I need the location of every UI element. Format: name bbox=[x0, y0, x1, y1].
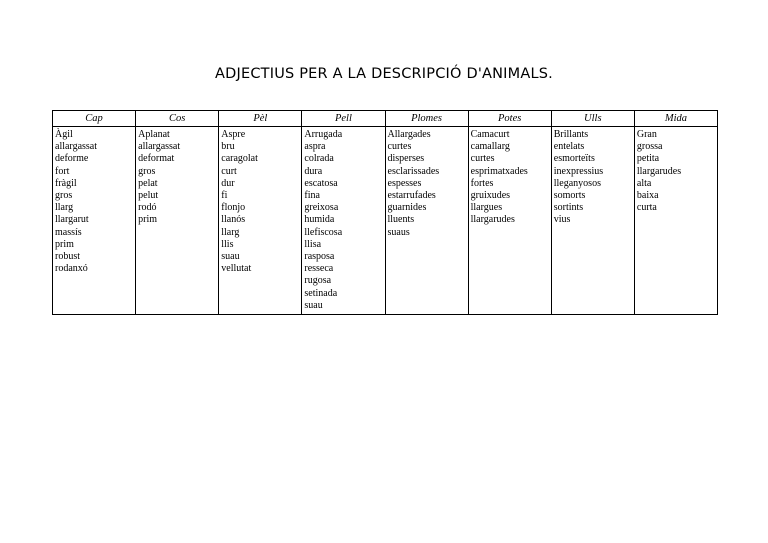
word-item: camallarg bbox=[470, 141, 510, 153]
word-item: suau bbox=[304, 299, 323, 311]
word-item: Àgil bbox=[55, 129, 73, 140]
word-item: inexpressius bbox=[553, 165, 604, 177]
word-item: deformat bbox=[138, 153, 175, 165]
word-list-pell bbox=[302, 127, 385, 315]
word-list-cap bbox=[53, 127, 136, 315]
word-item: aspra bbox=[304, 141, 326, 153]
word-item: llefiscosa bbox=[304, 226, 343, 238]
column-header-ulls: Ulls bbox=[551, 111, 634, 127]
word-item: deforme bbox=[55, 153, 89, 165]
word-item: humida bbox=[304, 214, 335, 226]
word-item: llargarut bbox=[55, 214, 89, 226]
column-header-potes: Potes bbox=[468, 111, 551, 127]
column-header-cap: Cap bbox=[53, 111, 136, 127]
word-item: baixa bbox=[636, 190, 659, 202]
word-item: robust bbox=[55, 251, 80, 263]
word-item: rasposa bbox=[304, 251, 335, 263]
word-item: curtes bbox=[387, 141, 412, 153]
word-list-mida bbox=[634, 127, 717, 315]
word-item: llis bbox=[221, 238, 234, 250]
word-item: llarg bbox=[221, 226, 240, 238]
adjectives-table bbox=[52, 110, 718, 315]
word-item: dura bbox=[304, 165, 323, 177]
word-item: espesses bbox=[387, 177, 422, 189]
word-item: rodó bbox=[138, 202, 157, 214]
word-item: fràgil bbox=[55, 177, 77, 189]
word-item: resseca bbox=[304, 263, 334, 275]
word-item: prim bbox=[55, 238, 74, 250]
table-body-row bbox=[53, 127, 718, 315]
word-item: grossa bbox=[636, 141, 663, 153]
word-item: llargarudes bbox=[470, 214, 515, 226]
word-item: Aplanat bbox=[138, 129, 170, 140]
word-item: curt bbox=[221, 165, 237, 177]
table-header-row bbox=[53, 111, 718, 127]
word-list-plomes bbox=[385, 127, 468, 315]
word-item: entelats bbox=[553, 141, 585, 153]
column-header-cos: Cos bbox=[136, 111, 219, 127]
word-item: alta bbox=[636, 177, 652, 189]
word-item: gruixudes bbox=[470, 190, 511, 202]
word-item: Aspre bbox=[221, 129, 246, 140]
word-item: prim bbox=[138, 214, 158, 226]
word-item: Gran bbox=[636, 129, 657, 140]
column-header-plomes: Plomes bbox=[385, 111, 468, 127]
word-item: fort bbox=[55, 165, 70, 177]
word-item: curtes bbox=[470, 153, 495, 165]
word-list-cos bbox=[136, 127, 219, 315]
word-item: greixosa bbox=[304, 202, 339, 214]
word-item: massís bbox=[55, 226, 82, 238]
word-item: pelut bbox=[138, 190, 159, 202]
word-item: guarnides bbox=[387, 202, 427, 214]
word-item: setinada bbox=[304, 287, 338, 299]
word-item: allargassat bbox=[138, 141, 181, 153]
word-item: fortes bbox=[470, 177, 494, 189]
word-item: suau bbox=[221, 251, 240, 263]
word-item: caragolat bbox=[221, 153, 258, 165]
word-item: pelat bbox=[138, 177, 158, 189]
word-item: llargues bbox=[470, 202, 503, 214]
word-item: colrada bbox=[304, 153, 334, 165]
word-item: esprimatxades bbox=[470, 165, 528, 177]
column-header-mida: Mida bbox=[634, 111, 717, 127]
word-item: llisa bbox=[304, 238, 322, 250]
word-item: vellutat bbox=[221, 263, 252, 275]
word-item: rugosa bbox=[304, 275, 332, 287]
word-item: allargassat bbox=[55, 141, 98, 153]
word-item: bru bbox=[221, 141, 235, 153]
word-item: sortints bbox=[553, 202, 584, 214]
word-item: rodanxó bbox=[55, 263, 88, 275]
word-item: petita bbox=[636, 153, 660, 165]
word-item: Camacurt bbox=[470, 129, 510, 140]
column-header-pel: Pèl bbox=[219, 111, 302, 127]
word-list-pel bbox=[219, 127, 302, 315]
word-item: gros bbox=[138, 165, 156, 177]
word-list-ulls bbox=[551, 127, 634, 315]
word-item: dur bbox=[221, 177, 235, 189]
word-item: Brillants bbox=[553, 129, 589, 140]
word-item: fi bbox=[221, 190, 228, 202]
word-item: suaus bbox=[387, 226, 410, 238]
word-item: esmorteïts bbox=[553, 153, 595, 165]
word-item: curta bbox=[636, 202, 657, 214]
word-item: lluents bbox=[387, 214, 415, 226]
word-item: lleganyosos bbox=[553, 177, 601, 189]
word-item: Allargades bbox=[387, 129, 431, 140]
word-list-potes bbox=[468, 127, 551, 315]
word-item: somorts bbox=[553, 190, 586, 202]
word-item: llanós bbox=[221, 214, 246, 226]
word-item: escatosa bbox=[304, 177, 338, 189]
word-item: flonjo bbox=[221, 202, 246, 214]
word-item: disperses bbox=[387, 153, 425, 165]
word-item: llargarudes bbox=[636, 165, 682, 177]
word-item: vius bbox=[553, 214, 571, 226]
word-item: llarg bbox=[55, 202, 74, 214]
word-item: esclarissades bbox=[387, 165, 440, 177]
column-header-pell: Pell bbox=[302, 111, 385, 127]
word-item: fina bbox=[304, 190, 320, 202]
word-item: estarrufades bbox=[387, 190, 436, 202]
page-title: ADJECTIUS PER A LA DESCRIPCIÓ D'ANIMALS. bbox=[215, 66, 553, 82]
word-item: Arrugada bbox=[304, 129, 343, 140]
word-item: gros bbox=[55, 190, 73, 202]
